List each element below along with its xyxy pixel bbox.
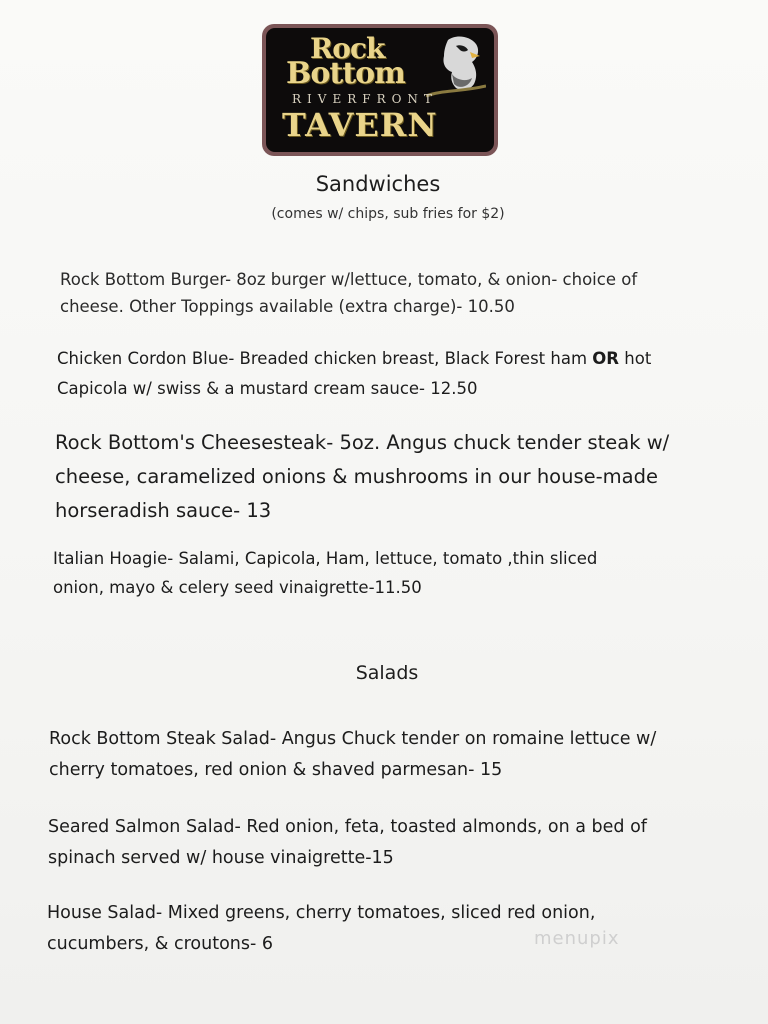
sandwiches-heading: Sandwiches [315,172,441,196]
menu-item-chicken-cordon-blue [57,344,651,404]
sandwiches-subtitle: (comes w/ chips, sub fries for $2) [271,206,505,222]
item-line: Seared Salmon Salad- Red onion, feta, toasted almonds, on a bed of [48,817,647,837]
item-line: cheese. Other Toppings available (extra charge)- 10.50 [60,297,515,316]
tavern-logo [262,24,498,156]
menu-item-cheesesteak [55,426,669,528]
item-line: Italian Hoagie- Salami, Capicola, Ham, lettuce, tomato ,thin sliced [53,549,598,568]
item-line: horseradish sauce- 13 [55,499,272,522]
logo-panel [266,28,494,152]
item-line: Rock Bottom Burger- 8oz burger w/lettuce, tomato, & onion- choice of [60,270,638,289]
item-line: onion, mayo & celery seed vinaigrette-11.50 [53,578,422,597]
item-line: Capicola w/ swiss & a mustard cream sauce- 12.50 [57,379,478,398]
item-line: cucumbers, & croutons- 6 [47,934,274,954]
menu-item-seared-salmon-salad [48,812,647,874]
menu-item-steak-salad [49,724,656,786]
item-text: hot [619,349,652,368]
menu-item-rock-bottom-burger [60,266,637,320]
logo-text-riverfront: RIVERFRONT [292,92,438,106]
item-text-bold: OR [592,349,620,368]
item-line: Rock Bottom's Cheesesteak- 5oz. Angus chuck tender steak w/ [55,431,670,454]
item-line: Rock Bottom Steak Salad- Angus Chuck tender on romaine lettuce w/ [49,729,657,749]
logo-text-tavern: TAVERN [282,106,438,144]
item-line [57,344,651,374]
menu-item-italian-hoagie [53,544,597,602]
item-line: House Salad- Mixed greens, cherry tomatoes, sliced red onion, [47,903,596,923]
salads-heading: Salads [355,662,419,684]
menu-item-house-salad [47,898,595,960]
item-line: spinach served w/ house vinaigrette-15 [48,848,394,868]
logo-text-rock: Rock [310,32,385,65]
logo-text-bottom: Bottom [286,56,405,91]
item-line: cherry tomatoes, red onion & shaved parmesan- 15 [49,760,503,780]
watermark: menupix [534,928,620,949]
item-line: cheese, caramelized onions & mushrooms in our house-made [55,465,658,488]
item-text: Chicken Cordon Blue- Breaded chicken breast, Black Forest ham [57,349,593,368]
